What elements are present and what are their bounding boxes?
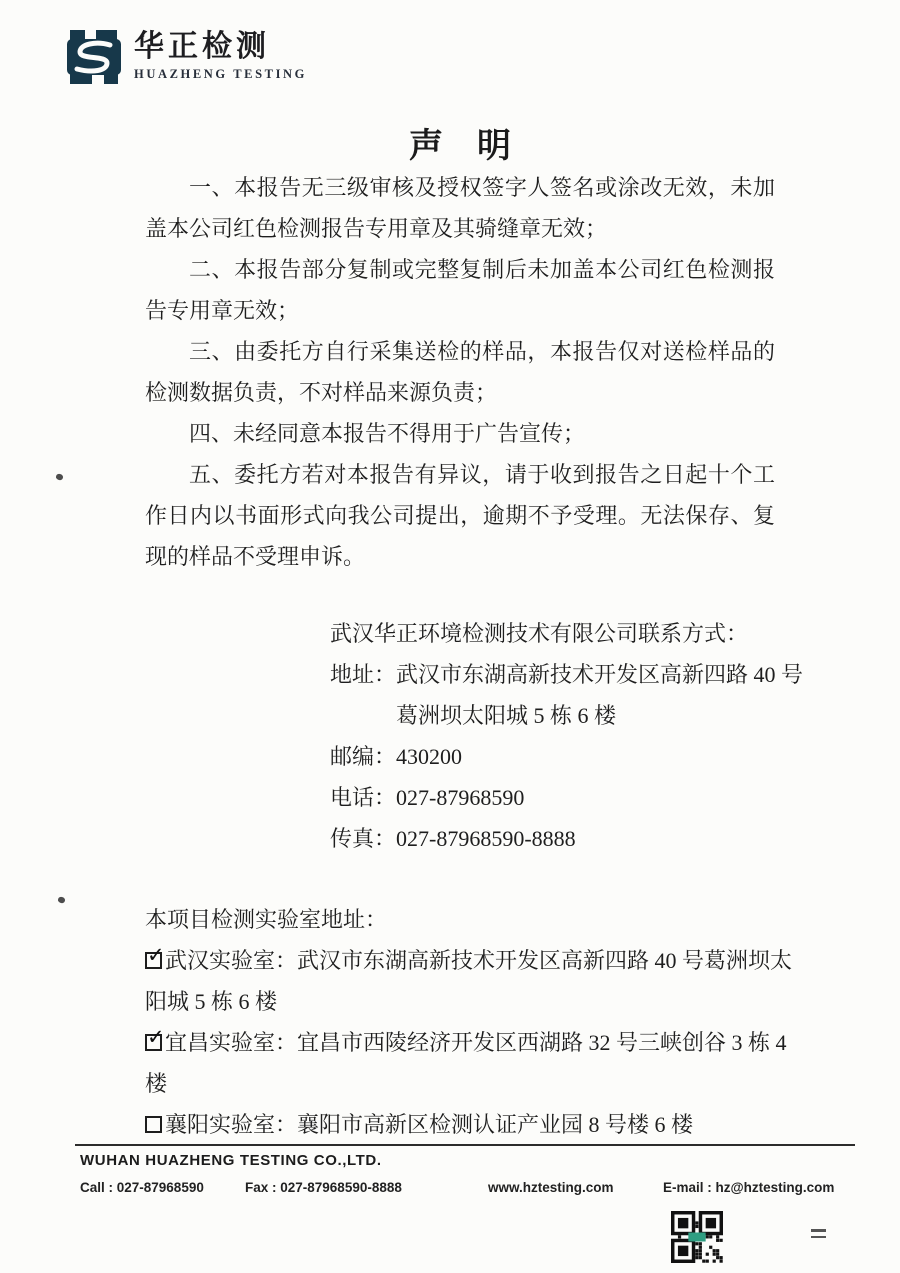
checkbox-checked-icon <box>145 943 165 969</box>
logo-name-cn: 华正检测 <box>134 30 270 63</box>
contact-heading: 武汉华正环境检测技术有限公司联系方式： <box>330 621 749 646</box>
statement-4: 四、未经同意本报告不得用于广告宣传； <box>189 421 586 446</box>
page-corner-mark <box>811 1229 826 1242</box>
statement-1: 一、本报告无三级审核及授权签字人签名或涂改无效，未加盖本公司红色检测报告专用章及其骑缝章无效； <box>145 175 775 241</box>
logo-name-en: HUAZHENG TESTING <box>134 67 308 81</box>
lab-item-wuhan <box>145 940 807 1022</box>
scan-speck <box>55 473 64 481</box>
statement-2: 二、本报告部分复制或完整复制后未加盖本公司红色检测报告专用章无效； <box>145 257 775 323</box>
scan-speck <box>57 896 66 904</box>
checkbox-checked-icon <box>145 1025 165 1051</box>
checkbox-unchecked-icon <box>145 1116 162 1133</box>
contact-address-line2: 葛洲坝太阳城 5 栋 6 楼 <box>396 703 617 728</box>
statements-section <box>145 167 775 577</box>
company-logo <box>63 28 307 86</box>
page-title: 声 明 <box>409 128 511 165</box>
footer-phone: Call : 027-87968590 <box>80 1180 204 1195</box>
contact-fax: 传真：027-87968590-8888 <box>330 826 576 851</box>
lab-item-xiangyang <box>145 1104 807 1145</box>
contact-address-line1: 地址：武汉市东湖高新技术开发区高新四路 40 号 <box>330 662 804 687</box>
lab-item-yichang <box>145 1022 807 1104</box>
huazheng-monogram-icon <box>63 28 125 86</box>
labs-section <box>145 899 807 1145</box>
statement-5: 五、委托方若对本报告有异议，请于收到报告之日起十个工作日内以书面形式向我公司提出，逾期不予受理。无法保存、复现的样品不受理申诉。 <box>145 462 775 569</box>
contact-section <box>330 613 803 859</box>
contact-postcode: 邮编：430200 <box>330 744 463 769</box>
contact-phone: 电话：027-87968590 <box>330 785 525 810</box>
footer-fax: Fax : 027-87968590-8888 <box>245 1180 402 1195</box>
footer-website: www.hztesting.com <box>488 1180 614 1195</box>
footer-divider <box>75 1144 855 1146</box>
footer-email: E-mail : hz@hztesting.com <box>663 1180 835 1195</box>
labs-heading: 本项目检测实验室地址： <box>145 907 388 932</box>
check-mark-icon: ✓ <box>147 943 165 967</box>
statement-3: 三、由委托方自行采集送检的样品，本报告仅对送检样品的检测数据负责，不对样品来源负责； <box>145 339 775 405</box>
lab-item-label: 襄阳实验室：襄阳市高新区检测认证产业园 8 号楼 6 楼 <box>165 1112 694 1137</box>
lab-item-label: 宜昌实验室：宜昌市西陵经济开发区西湖路 32 号三峡创谷 3 栋 4 楼 <box>145 1030 787 1096</box>
footer-company-name: WUHAN HUAZHENG TESTING CO.,LTD. <box>80 1152 382 1169</box>
logo-text <box>134 28 307 82</box>
check-mark-icon: ✓ <box>147 1025 165 1049</box>
qr-code <box>671 1211 723 1263</box>
lab-item-label: 武汉实验室：武汉市东湖高新技术开发区高新四路 40 号葛洲坝太阳城 5 栋 6 楼 <box>145 948 793 1014</box>
